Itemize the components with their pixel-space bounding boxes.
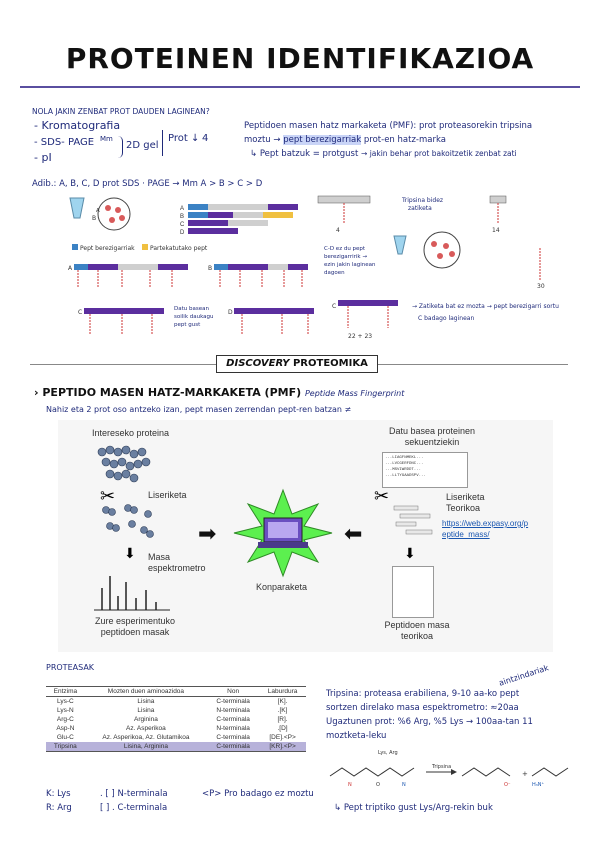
intro-item-3: - pI [34, 151, 52, 164]
divider-bar [162, 130, 163, 156]
diagram-right-title: Datu basea proteinen sekuentziekin [388, 426, 476, 447]
pmf-note-line1: Peptidoen masen hatz markaketa (PMF): prot proteasorekin tripsina [244, 121, 533, 131]
mass-list-doc-icon [392, 566, 434, 618]
svg-text:A: A [180, 206, 185, 212]
pmf-note-line3: ↳ Pept batzuk = protgust → jakin behar prot bakoitzetik zenbat zati [250, 149, 517, 159]
example-line: Adib.: A, B, C, D prot SDS · PAGE → Mm A > B > C > D [32, 179, 263, 189]
svg-text:D: D [180, 230, 185, 236]
table-row: Arg-C Arginina C-terminala [R]. [56, 716, 288, 723]
svg-text:soilik daukagu: soilik daukagu [174, 314, 214, 320]
mass-spectrum [92, 570, 172, 614]
svg-text:berezigarririk →: berezigarririk → [324, 254, 367, 260]
proteasak-heading: PROTEASAK [46, 663, 95, 672]
tripsina-line4: moztketa-leku [326, 731, 387, 741]
table-row: Glu-C Az. Asperikoa, Az. Glutamikoa C-terminala [DE].<P> [56, 734, 296, 741]
svg-text:B: B [208, 265, 213, 272]
brace [118, 136, 123, 158]
diagram-right-bottom: Peptidoen masa teorikoa [384, 620, 450, 641]
table-row: Lys-N Lisina N-terminala .[K] [57, 707, 288, 714]
svg-text:22 + 23: 22 + 23 [348, 333, 373, 340]
protease-table [46, 686, 306, 752]
scissors-icon-left: ✂ [100, 486, 116, 507]
legend-arg: R: Arg [46, 803, 72, 813]
legend-lys: K: Lys [46, 789, 71, 799]
peptide-figure [32, 192, 572, 352]
svg-text:Datu basean: Datu basean [174, 306, 209, 312]
table-row: Lys-C Lisina C-terminala [K]. [57, 698, 288, 705]
svg-text:C: C [180, 222, 185, 228]
peptide-fragments [100, 504, 160, 544]
intro-prot-count: 4 [202, 133, 209, 144]
diagram-left-title: Intereseko proteina [92, 428, 170, 438]
section-rule-left [30, 364, 216, 365]
svg-text:C badago laginean: C badago laginean [418, 315, 475, 322]
svg-text:Partekatutako pept: Partekatutako pept [150, 245, 208, 252]
table-row: Asp-N Az. Asperikoa N-terminala .[D] [56, 725, 288, 732]
svg-text:H₃N⁺: H₃N⁺ [532, 782, 545, 788]
diagram-masa: Masa espektrometro [148, 552, 206, 573]
arrow-right-icon: ➡ [198, 522, 217, 547]
col-header: Non [207, 687, 259, 697]
svg-text:Pept berezigarriak: Pept berezigarriak [80, 245, 135, 252]
arrow-left-icon: ⬅ [344, 522, 363, 547]
computer-burst-icon [228, 488, 338, 578]
page-title: PROTEINEN IDENTIFIKAZIOA [65, 42, 535, 75]
col-header: Mozten duen aminoazidoa [85, 687, 207, 697]
svg-text:14: 14 [492, 227, 500, 234]
svg-text:N: N [348, 782, 352, 788]
col-header: Entzima [46, 687, 85, 697]
arrow-down-left: ⬇ [124, 546, 136, 562]
theory-fragments [392, 504, 442, 544]
svg-text:N: N [402, 782, 406, 788]
sequence-doc-icon: ...LIAGFNMEKL... ...LVCGERFDNC... ...MSVIWRDDT... ...LLTYGAADSPV... [382, 452, 468, 488]
svg-text:D: D [228, 309, 233, 316]
intro-gel: 2D gel [126, 140, 159, 151]
diagram-center: Konparaketa [256, 582, 308, 592]
col-header: Laburdura [259, 687, 306, 697]
tripsina-bottom-note: ↳ Pept triptiko gust Lys/Arg-rekin buk [334, 803, 493, 813]
pmf-note-line2: moztu → pept berezigarriak prot-en hatz-marka [244, 135, 446, 145]
svg-text:C: C [78, 309, 83, 316]
svg-text:O⁻: O⁻ [504, 782, 511, 788]
svg-text:B: B [92, 215, 97, 222]
tripsina-line2: sortzen direlako masa espektrometro: ≈20aa [326, 703, 519, 713]
intro-mm: Mm [100, 135, 113, 143]
intro-prot: Prot ↓ [168, 133, 200, 144]
title-divider [20, 86, 580, 88]
scissors-icon-right: ✂ [374, 486, 390, 507]
svg-text:ezin jakin laginean: ezin jakin laginean [324, 262, 376, 268]
svg-text:B: B [180, 214, 185, 220]
svg-text:O: O [376, 782, 380, 788]
peptide-mass-link[interactable]: https://web.expasy.org/peptide_mass/ [442, 519, 529, 539]
svg-text:C-D ez du pept: C-D ez du pept [324, 246, 366, 252]
legend-c-term: [ ] . C-terminala [100, 803, 168, 813]
tripsina-line1: Tripsina: proteasa erabiliena, 9-10 aa-ko pept [326, 689, 520, 699]
table-row: Tripsina Lisina, Arginina C-terminala [KR].<P> [46, 742, 306, 752]
svg-text:→ Zatiketa bat ez mozta → pept: → Zatiketa bat ez mozta → pept berezigarri sortu [412, 303, 559, 310]
svg-text:Tripsina: Tripsina [432, 764, 452, 770]
pmf-heading: › PEPTIDO MASEN HATZ-MARKAKETA (PMF) Peptide Mass Fingerprint [34, 386, 405, 399]
aintzindariak-note: aintzindariak [497, 663, 550, 688]
reaction-scheme [326, 746, 576, 794]
fig-tripsina: Tripsina bidez [402, 197, 444, 204]
tripsina-line3: Ugaztunen prot: %6 Arg, %5 Lys → 100aa-tan 11 [326, 717, 533, 727]
fig-num-4: 4 [336, 227, 340, 234]
svg-text:A: A [68, 265, 73, 272]
svg-text:zatiketa: zatiketa [408, 205, 432, 212]
section-rule-right [378, 364, 568, 365]
diagram-right-lis: Liseriketa Teorikoa [446, 492, 485, 513]
protein-beads [92, 442, 162, 490]
svg-text:pept gust: pept gust [174, 322, 201, 328]
diagram-liseriketa: Liseriketa [148, 490, 187, 500]
intro-question: NOLA JAKIN ZENBAT PROT DAUDEN LAGINEAN? [32, 107, 210, 116]
legend-n-term: . [ ] N-terminala [100, 789, 168, 799]
intro-item-2: - SDS- PAGE [34, 137, 95, 148]
svg-text:+: + [522, 770, 528, 778]
svg-text:dagoen: dagoen [324, 270, 345, 276]
svg-text:Lys, Arg: Lys, Arg [378, 750, 398, 756]
intro-item-1: - Kromatografia [34, 119, 121, 132]
pmf-subtitle: Nahiz eta 2 prot oso antzeko izan, pept masen zerrendan pept-ren batzan ≠ [46, 405, 352, 414]
legend-p-note: <P> Pro badago ez moztu [202, 789, 314, 799]
arrow-down-right: ⬇ [404, 546, 416, 562]
diagram-left-bottom: Zure esperimentuko peptidoen masak [94, 616, 176, 637]
svg-text:30: 30 [537, 283, 545, 290]
svg-text:A: A [96, 208, 100, 214]
svg-text:C: C [332, 303, 337, 310]
section-header: DISCOVERY PROTEOMIKA [216, 355, 378, 373]
